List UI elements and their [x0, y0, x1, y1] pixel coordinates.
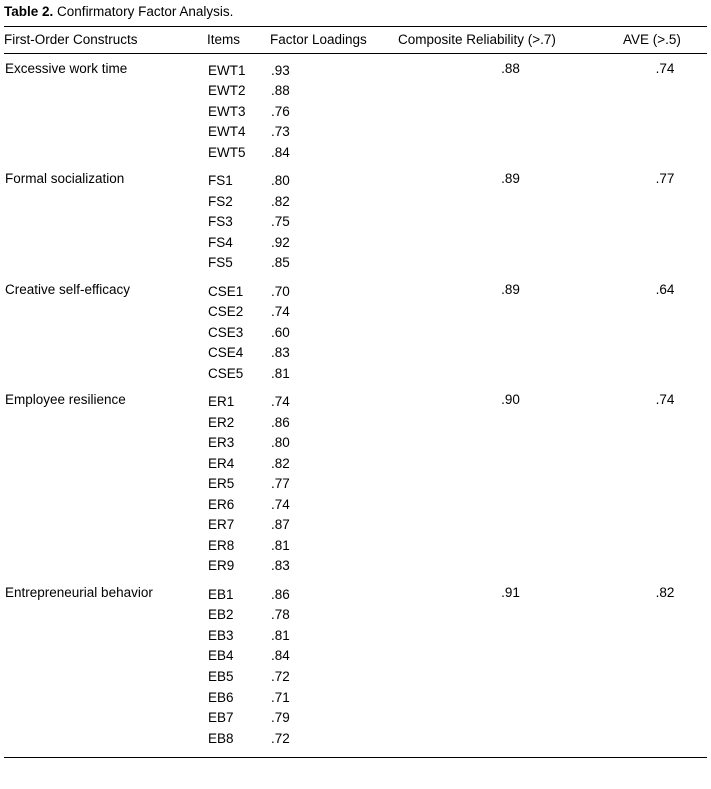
factor-loading-values — [270, 578, 398, 758]
factor-loading-value: .83 — [271, 558, 290, 574]
factor-loading-value: .79 — [271, 710, 290, 726]
factor-loading-value: .86 — [271, 414, 290, 430]
composite-reliability-value: .90 — [501, 392, 520, 408]
factor-loading-value: .71 — [271, 689, 290, 705]
item-code: EB1 — [208, 586, 234, 602]
factor-loading-values — [270, 385, 398, 578]
factor-loading-value: .77 — [271, 476, 290, 492]
construct-name: Creative self-efficacy — [5, 281, 131, 297]
table-row — [4, 385, 707, 578]
item-codes — [207, 578, 270, 758]
factor-loading-value: .81 — [271, 537, 290, 553]
factor-loading-value: .92 — [271, 234, 290, 250]
item-code: EB2 — [208, 607, 234, 623]
item-code: FS2 — [208, 193, 233, 209]
factor-loading-value: .85 — [271, 255, 290, 271]
item-code: EWT3 — [208, 103, 246, 119]
item-codes — [207, 53, 270, 164]
item-code: EWT1 — [208, 62, 246, 78]
composite-reliability-value: .89 — [501, 281, 520, 297]
factor-loading-value: .86 — [271, 586, 290, 602]
item-code: ER8 — [208, 537, 235, 553]
composite-reliability-value: .88 — [501, 60, 520, 76]
item-code: ER6 — [208, 496, 235, 512]
factor-loading-value: .78 — [271, 607, 290, 623]
column-header-ave: AVE (>.5) — [623, 31, 681, 47]
item-code: EWT5 — [208, 144, 246, 160]
item-code: ER1 — [208, 394, 235, 410]
table-caption — [4, 0, 707, 26]
ave-value: .74 — [655, 392, 675, 408]
item-code: CSE1 — [208, 283, 244, 299]
ave-value: .82 — [655, 584, 675, 600]
item-code: EWT2 — [208, 83, 246, 99]
factor-loading-values — [270, 53, 398, 164]
construct-name: Formal socialization — [5, 171, 125, 187]
construct-name: Entrepreneurial behavior — [5, 584, 153, 600]
factor-loading-value: .83 — [271, 345, 290, 361]
item-code: ER7 — [208, 517, 235, 533]
item-code: CSE5 — [208, 365, 244, 381]
factor-loading-value: .88 — [271, 83, 290, 99]
table-header — [4, 26, 707, 53]
item-code: ER5 — [208, 476, 235, 492]
construct-name: Employee resilience — [5, 392, 126, 408]
item-code: EB3 — [208, 627, 234, 643]
item-codes — [207, 164, 270, 275]
factor-loading-value: .84 — [271, 144, 290, 160]
item-code: ER9 — [208, 558, 235, 574]
table-caption-label: Table 2. — [4, 4, 54, 19]
table-row — [4, 164, 707, 275]
column-header-items: Items — [207, 31, 241, 47]
item-code: CSE3 — [208, 324, 244, 340]
composite-reliability-value: .89 — [501, 171, 520, 187]
ave-value: .64 — [655, 281, 675, 297]
table-caption-text: Confirmatory Factor Analysis. — [57, 4, 234, 19]
factor-loading-value: .73 — [271, 124, 290, 140]
item-code: FS5 — [208, 255, 233, 271]
item-code: EB5 — [208, 668, 234, 684]
composite-reliability-value: .91 — [501, 584, 520, 600]
item-code: ER3 — [208, 435, 235, 451]
item-code: FS1 — [208, 173, 233, 189]
item-code: FS4 — [208, 234, 233, 250]
factor-loading-value: .82 — [271, 455, 290, 471]
factor-loading-value: .87 — [271, 517, 290, 533]
item-code: ER2 — [208, 414, 235, 430]
factor-loading-value: .72 — [271, 668, 290, 684]
factor-loading-value: .84 — [271, 648, 290, 664]
item-code: CSE2 — [208, 304, 244, 320]
construct-name: Excessive work time — [5, 60, 128, 76]
item-code: EB4 — [208, 648, 234, 664]
table-row — [4, 578, 707, 758]
factor-loading-value: .74 — [271, 496, 290, 512]
item-code: EWT4 — [208, 124, 246, 140]
factor-loading-value: .70 — [271, 283, 290, 299]
confirmatory-factor-analysis-table — [4, 26, 707, 759]
factor-loading-value: .76 — [271, 103, 290, 119]
table-row — [4, 275, 707, 386]
item-code: ER4 — [208, 455, 235, 471]
item-code: CSE4 — [208, 345, 244, 361]
factor-loading-value: .74 — [271, 394, 290, 410]
factor-loading-value: .80 — [271, 173, 290, 189]
factor-loading-values — [270, 164, 398, 275]
column-header-construct: First-Order Constructs — [4, 31, 138, 47]
table-row — [4, 53, 707, 164]
factor-loading-value: .72 — [271, 730, 290, 746]
ave-value: .74 — [655, 60, 675, 76]
factor-loading-value: .81 — [271, 365, 290, 381]
ave-value: .77 — [655, 171, 675, 187]
factor-loading-value: .75 — [271, 214, 290, 230]
factor-loading-value: .81 — [271, 627, 290, 643]
factor-loading-value: .80 — [271, 435, 290, 451]
item-code: EB6 — [208, 689, 234, 705]
column-header-composite-reliability: Composite Reliability (>.7) — [398, 31, 556, 47]
table-header-row — [4, 26, 707, 53]
table-body — [4, 53, 707, 758]
item-code: FS3 — [208, 214, 233, 230]
item-codes — [207, 385, 270, 578]
item-codes — [207, 275, 270, 386]
item-code: EB8 — [208, 730, 234, 746]
factor-loading-value: .60 — [271, 324, 290, 340]
factor-loading-value: .82 — [271, 193, 290, 209]
factor-loading-values — [270, 275, 398, 386]
factor-loading-value: .93 — [271, 62, 290, 78]
item-code: EB7 — [208, 710, 234, 726]
column-header-factor-loadings: Factor Loadings — [270, 31, 367, 47]
factor-loading-value: .74 — [271, 304, 290, 320]
